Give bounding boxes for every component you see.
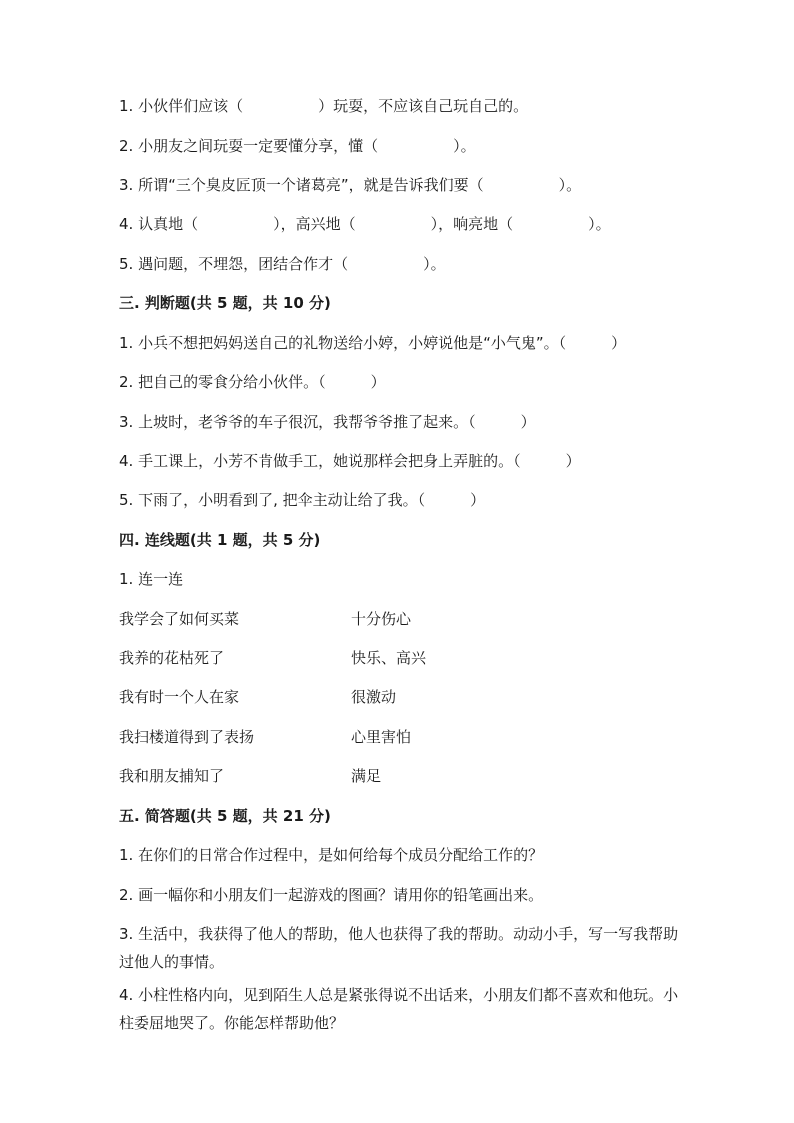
judge-item-5: 5. 下雨了，小明看到了, 把伞主动让给了我。（ ） — [119, 491, 486, 509]
matching-left-item-3: 我有时一个人在家 — [119, 688, 240, 706]
matching-right-item-2: 快乐、高兴 — [351, 649, 427, 667]
fill-blank-item-2: 2. 小朋友之间玩耍一定要懂分享，懂（ ）。 — [119, 137, 476, 155]
fill-blank-item-5: 5. 遇问题，不埋怨，团结合作才（ ）。 — [119, 255, 446, 273]
short-answer-item-3: 3. 生活中，我获得了他人的帮助，他人也获得了我的帮助。动动小手，写一写我帮助过他人的事情。 — [119, 925, 679, 971]
judge-item-2: 2. 把自己的零食分给小伙伴。（ ） — [119, 373, 386, 391]
matching-right-item-1: 十分伤心 — [351, 610, 412, 628]
short-answer-item-1: 1. 在你们的日常合作过程中，是如何给每个成员分配给工作的？ — [119, 846, 544, 864]
matching-left-item-1: 我学会了如何买菜 — [119, 610, 240, 628]
matching-left-item-5: 我和朋友捕知了 — [119, 767, 225, 785]
judge-item-1: 1. 小兵不想把妈妈送自己的礼物送给小婷，小婷说他是“小气鬼”。（ ） — [119, 334, 627, 352]
fill-blank-item-1: 1. 小伙伴们应该（ ）玩耍，不应该自己玩自己的。 — [119, 97, 529, 115]
matching-question: 1. 连一连 — [119, 570, 184, 588]
judge-item-4: 4. 手工课上，小芳不肯做手工，她说那样会把身上弄脏的。（ ） — [119, 452, 581, 470]
fill-blank-item-3: 3. 所谓“三个臭皮匠顶一个诸葛亮”，就是告诉我们要（ ）。 — [119, 176, 582, 194]
short-answer-section-heading: 五. 简答题(共 5 题，共 21 分) — [119, 807, 331, 825]
short-answer-item-2: 2. 画一幅你和小朋友们一起游戏的图画？请用你的铅笔画出来。 — [119, 886, 544, 904]
matching-right-item-4: 心里害怕 — [351, 728, 412, 746]
matching-left-item-4: 我扫楼道得到了表扬 — [119, 728, 255, 746]
matching-left-item-2: 我养的花枯死了 — [119, 649, 225, 667]
short-answer-item-4: 4. 小柱性格内向，见到陌生人总是紧张得说不出话来，小朋友们都不喜欢和他玩。小柱委屈地哭了。你能怎样帮助他？ — [119, 986, 679, 1032]
judge-item-3: 3. 上坡时，老爷爷的车子很沉，我帮爷爷推了起来。（ ） — [119, 413, 536, 431]
fill-blank-item-4: 4. 认真地（ ），高兴地（ ），响亮地（ ）。 — [119, 215, 611, 233]
matching-section-heading: 四. 连线题(共 1 题，共 5 分) — [119, 531, 321, 549]
judge-section-heading: 三. 判断题(共 5 题，共 10 分) — [119, 294, 331, 312]
matching-right-item-5: 满足 — [351, 767, 382, 785]
matching-right-item-3: 很激动 — [351, 688, 397, 706]
